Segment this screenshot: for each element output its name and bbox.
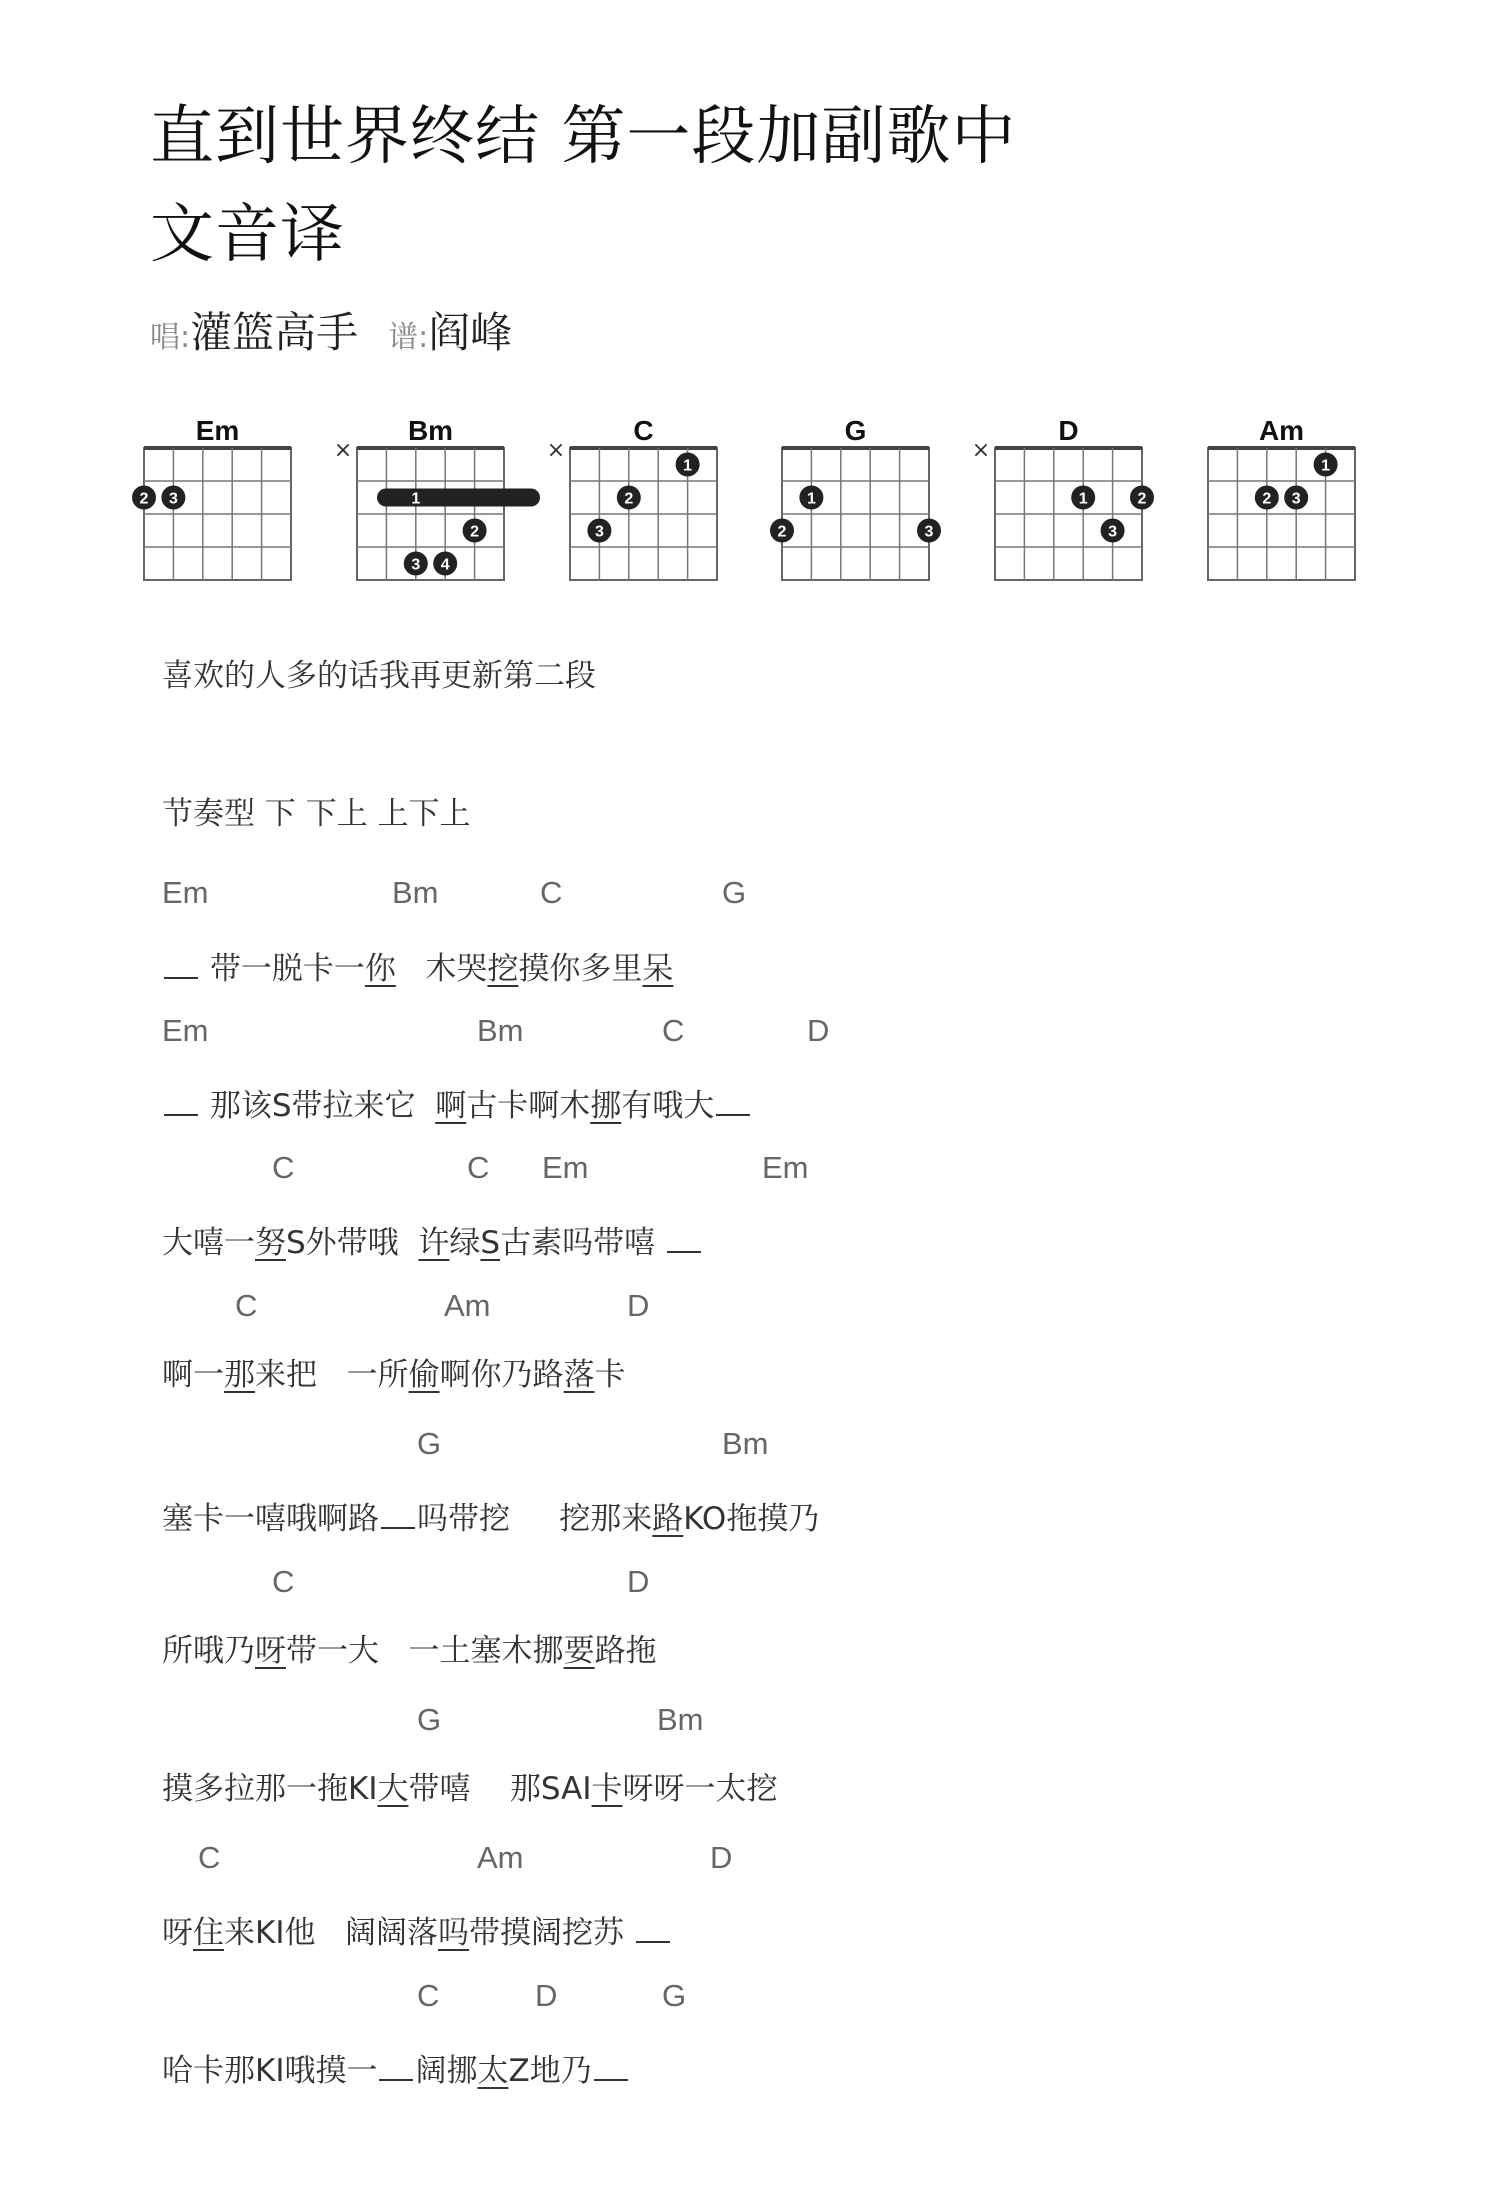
chord-symbol: D [710,1840,733,1875]
finger-label: 2 [777,523,787,541]
chord-symbol: G [417,1426,442,1461]
lyric-segment: 木哭 [395,951,488,987]
finger-label: 2 [1262,490,1272,508]
blank-underline [716,1074,750,1116]
blank-underline [667,1211,701,1253]
chord-row [162,1142,1362,1194]
lyric-text [162,1901,1362,1959]
chord-symbol: C [467,1150,490,1185]
stressed-syllable: S [480,1225,501,1261]
chord-row [162,1556,1362,1608]
lyric-segment: 啊你乃路 [439,1357,564,1393]
stressed-syllable: 住 [193,1915,224,1951]
rhythm-line [162,788,1362,840]
lyric-segment: 呀呀一太挖 [622,1771,778,1807]
stressed-syllable: 你 [364,951,396,987]
finger-label: 2 [1137,490,1147,508]
lyric-row [162,1625,1362,1677]
lyric-segment: 大嘻一 [162,1225,255,1261]
lyric-segment: 有哦大 [621,1088,715,1124]
stressed-syllable: 呆 [642,951,674,987]
blank-underline [164,937,198,979]
lyric-segment: 卡 [594,1357,626,1393]
stressed-syllable: 大 [377,1771,409,1807]
lyric-row [162,1763,1362,1815]
muted-string-icon: × [971,438,991,463]
stressed-syllable: 那 [224,1357,255,1393]
finger-label: 3 [411,556,421,574]
chord-symbol: D [535,1978,558,2013]
lyric-segment: 那该S带拉来它 [200,1088,436,1124]
lyric-text [162,1763,1362,1815]
lyric-text [162,1074,1362,1132]
lyric-segment: 绿 [449,1225,481,1261]
finger-label: 1 [1078,490,1088,508]
chord-symbol: Em [542,1150,589,1185]
chord-row [162,1418,1362,1470]
chord-row [162,867,1362,919]
lyric-segment: 啊一 [162,1357,224,1393]
lyric-segment: 呀 [162,1915,193,1951]
chord-symbol: C [272,1150,295,1185]
stressed-syllable: 落 [563,1357,595,1393]
lyric-text [162,1625,1362,1677]
chord-symbol: Bm [657,1702,704,1737]
chord-name-bm: Bm [407,415,454,446]
stressed-syllable: 偷 [408,1357,440,1393]
finger-label: 2 [470,523,480,541]
lyric-segment: 阔挪 [415,2053,478,2089]
chord-symbol: C [662,1013,685,1048]
lyric-text [162,1487,1362,1545]
chord-row [162,1005,1362,1057]
stressed-syllable: 挪 [590,1088,622,1124]
lyric-row [162,1211,1362,1263]
rhythm-text: 节奏型 下 下上 上下上 [162,796,471,832]
chord-symbol: G [722,875,747,910]
finger-label: 1 [1321,457,1331,475]
stressed-syllable: 挖 [487,951,519,987]
finger-label: 3 [594,523,604,541]
finger-label: 3 [1108,523,1118,541]
barre-bar [377,489,540,507]
finger-label: 2 [139,490,149,508]
chord-symbol: Em [162,1013,209,1048]
lyric-segment: 吗带挖 挖那来 [417,1501,653,1537]
lyric-text [162,2039,1362,2097]
byline [150,300,542,360]
blank-underline [379,2039,413,2081]
finger-label: 3 [168,490,178,508]
stressed-syllable: 呀 [255,1633,286,1669]
finger-label: 4 [440,556,450,574]
chord-name-em: Em [195,415,240,446]
finger-label: 1 [806,490,816,508]
lyric-segment: 所哦乃 [162,1633,255,1669]
stressed-syllable: 要 [563,1633,595,1669]
chord-symbol: G [662,1978,687,2013]
lyric-text [162,1211,1362,1269]
blank-underline [164,1074,198,1116]
lyric-row [162,1074,1362,1126]
chord-symbol: C [198,1840,221,1875]
finger-label: 2 [624,490,634,508]
stressed-syllable: 努 [255,1225,286,1261]
blank-underline [381,1487,415,1529]
lyric-segment: 带一脱卡一 [200,951,365,987]
chord-symbol: G [417,1702,442,1737]
chord-row [162,1280,1362,1332]
lyric-segment: 哈卡那KI哦摸一 [162,2053,378,2089]
chord-symbol: Am [444,1288,491,1323]
finger-label: 1 [683,457,693,475]
lyric-text [162,1349,1362,1401]
chord-name-am: Am [1258,415,1305,446]
lyric-segment: 带一大 一土塞木挪 [286,1633,564,1669]
chord-diagrams [0,400,1500,600]
note-line [162,650,1362,702]
stressed-syllable: 太 [477,2053,509,2089]
lyric-row [162,1487,1362,1539]
chord-symbol: C [235,1288,258,1323]
lyric-row [162,2039,1362,2091]
chord-symbol: Bm [392,875,439,910]
chord-symbol: C [272,1564,295,1599]
stressed-syllable: 路 [652,1501,684,1537]
chord-name-g: G [844,415,867,446]
chord-symbol: D [807,1013,830,1048]
chord-symbol: Bm [722,1426,769,1461]
lyric-segment: 古素吗带嘻 [500,1225,665,1261]
lyric-row [162,937,1362,989]
chord-symbol: Am [477,1840,524,1875]
song-title: 直到世界终结 第一段加副歌中文音译 [150,100,1017,272]
singer-label: 唱: [150,320,191,355]
lyric-segment: 带嘻 那SAI [408,1771,592,1807]
muted-string-icon: × [546,438,566,463]
finger-label: 3 [924,523,934,541]
chord-symbol: D [627,1288,650,1323]
chord-symbol: C [417,1978,440,2013]
chord-symbol: Bm [477,1013,524,1048]
lyric-segment: 摸多拉那一拖KI [162,1771,378,1807]
lyric-text [162,937,1362,995]
stressed-syllable: 卡 [591,1771,623,1807]
singer-name: 灌篮高手 [190,308,359,357]
lyric-segment: 摸你多里 [518,951,643,987]
lyric-segment: 古卡啊木 [466,1088,591,1124]
note-text: 喜欢的人多的话我再更新第二段 [162,658,596,694]
stressed-syllable: 吗 [438,1915,470,1951]
chord-name-d: D [1058,415,1079,446]
lyric-segment: 路拖 [594,1633,657,1669]
lyric-segment: KO拖摸乃 [683,1501,820,1537]
blank-underline [636,1901,670,1943]
chord-name-c: C [633,415,654,446]
arranger-name: 阎峰 [428,308,513,357]
chord-row [162,1694,1362,1746]
lyric-segment: Z地乃 [508,2053,592,2089]
finger-label: 1 [411,490,421,508]
finger-label: 3 [1291,490,1301,508]
arranger-label: 谱: [388,320,429,355]
chord-symbol: D [627,1564,650,1599]
lyric-segment: 带摸阔挖苏 [469,1915,634,1951]
chord-symbol: Em [162,875,209,910]
lyric-segment: S外带哦 [286,1225,419,1261]
lyric-row [162,1349,1362,1401]
chord-row [162,1832,1362,1884]
blank-underline [594,2039,628,2081]
chord-symbol: C [540,875,563,910]
stressed-syllable: 啊 [435,1088,467,1124]
muted-string-icon: × [333,438,353,463]
lyric-row [162,1901,1362,1953]
lyric-segment: 塞卡一嘻哦啊路 [162,1501,379,1537]
chord-symbol: Em [762,1150,809,1185]
chord-row [162,1970,1362,2022]
lyric-segment: 来KI他 阔阔落 [224,1915,439,1951]
stressed-syllable: 许 [418,1225,450,1261]
lyric-segment: 来把 一所 [255,1357,409,1393]
